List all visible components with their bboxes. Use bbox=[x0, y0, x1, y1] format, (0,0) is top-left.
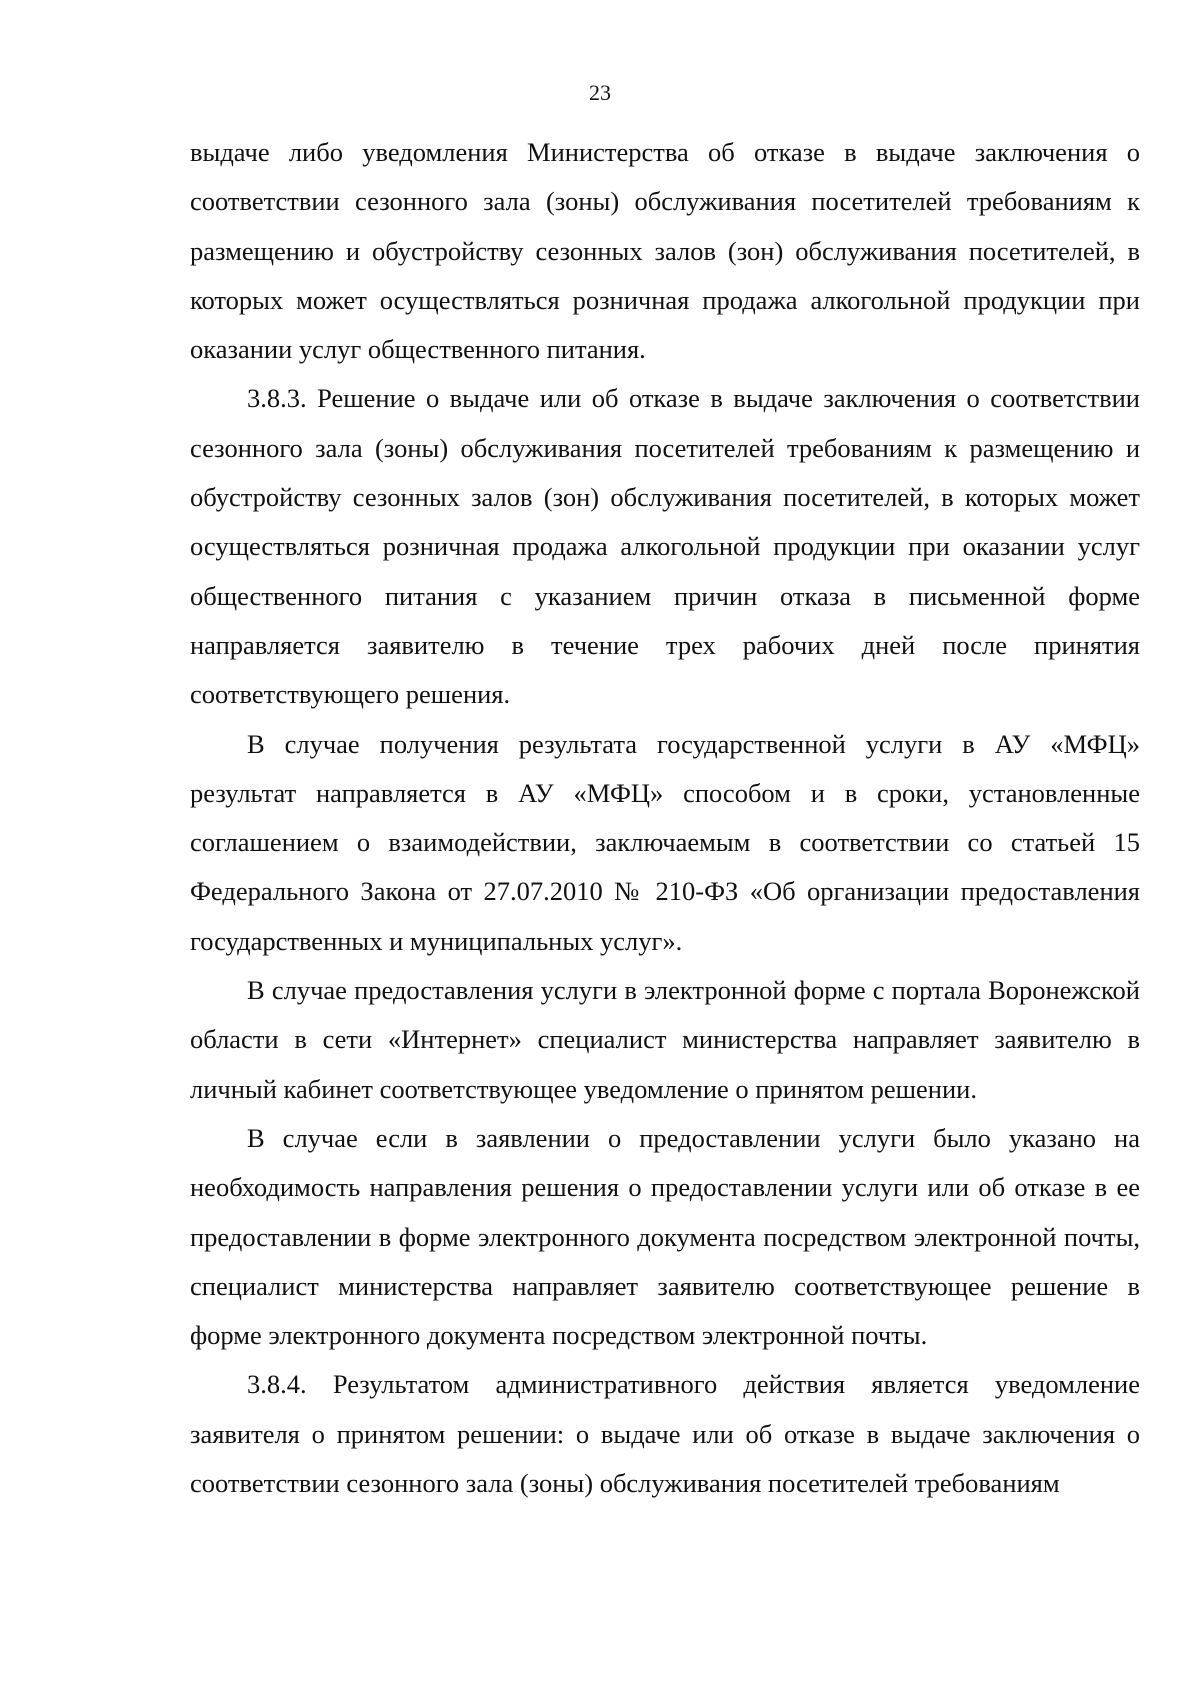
paragraph-continuation: выдаче либо уведомления Министерства об отказе в выдаче заключения о соответствии сезонного зала (зоны) обслуживания посетителей требованиям к размещению и обустройству сезонных залов (зон) обслуживания посетителей, в которых может осуществляться розничная продажа алкогольной продукции при оказании услуг общественного питания. bbox=[190, 137, 1140, 365]
page-number: 23 bbox=[589, 80, 611, 105]
document-body bbox=[190, 128, 1140, 1508]
paragraph-3-8-4: 3.8.4. Результатом административного действия является уведомление заявителя о принятом решении: о выдаче или об отказе в выдаче заключения о соответствии сезонного зала (зоны) обслуживания посетителей требованиям bbox=[190, 1369, 1140, 1499]
paragraph-mfc-result: В случае получения результата государственной услуги в АУ «МФЦ» результат направляется в АУ «МФЦ» способом и в сроки, установленные соглашением о взаимодействии, заключаемым в соответствии со статьей 15 Федерального Закона от 27.07.2010 № 210-ФЗ «Об организации предоставления государственных и муниципальных услуг». bbox=[190, 728, 1140, 956]
paragraph-email-delivery: В случае если в заявлении о предоставлении услуги было указано на необходимость направления решения о предоставлении услуги или об отказе в ее предоставлении в форме электронного документа посредством электронной почты, специалист министерства направляет заявителю соответствующее решение в форме электронного документа посредством электронной почты. bbox=[190, 1122, 1140, 1351]
paragraph-3-8-3: 3.8.3. Решение о выдаче или об отказе в выдаче заключения о соответствии сезонного зала (зоны) обслуживания посетителей требованиям к размещению и обустройству сезонных залов (зон) обслуживания посетителей, в которых может осуществляться розничная продажа алкогольной продукции при оказании услуг общественного питания с указанием причин отказа в письменной форме направляется заявителю в течение трех рабочих дней после принятия соответствующего решения. bbox=[190, 383, 1140, 710]
paragraph-electronic-portal: В случае предоставления услуги в электронной форме с портала Воронежской области в сети «Интернет» специалист министерства направляет заявителю в личный кабинет соответствующее уведомление о принятом решении. bbox=[190, 975, 1140, 1104]
